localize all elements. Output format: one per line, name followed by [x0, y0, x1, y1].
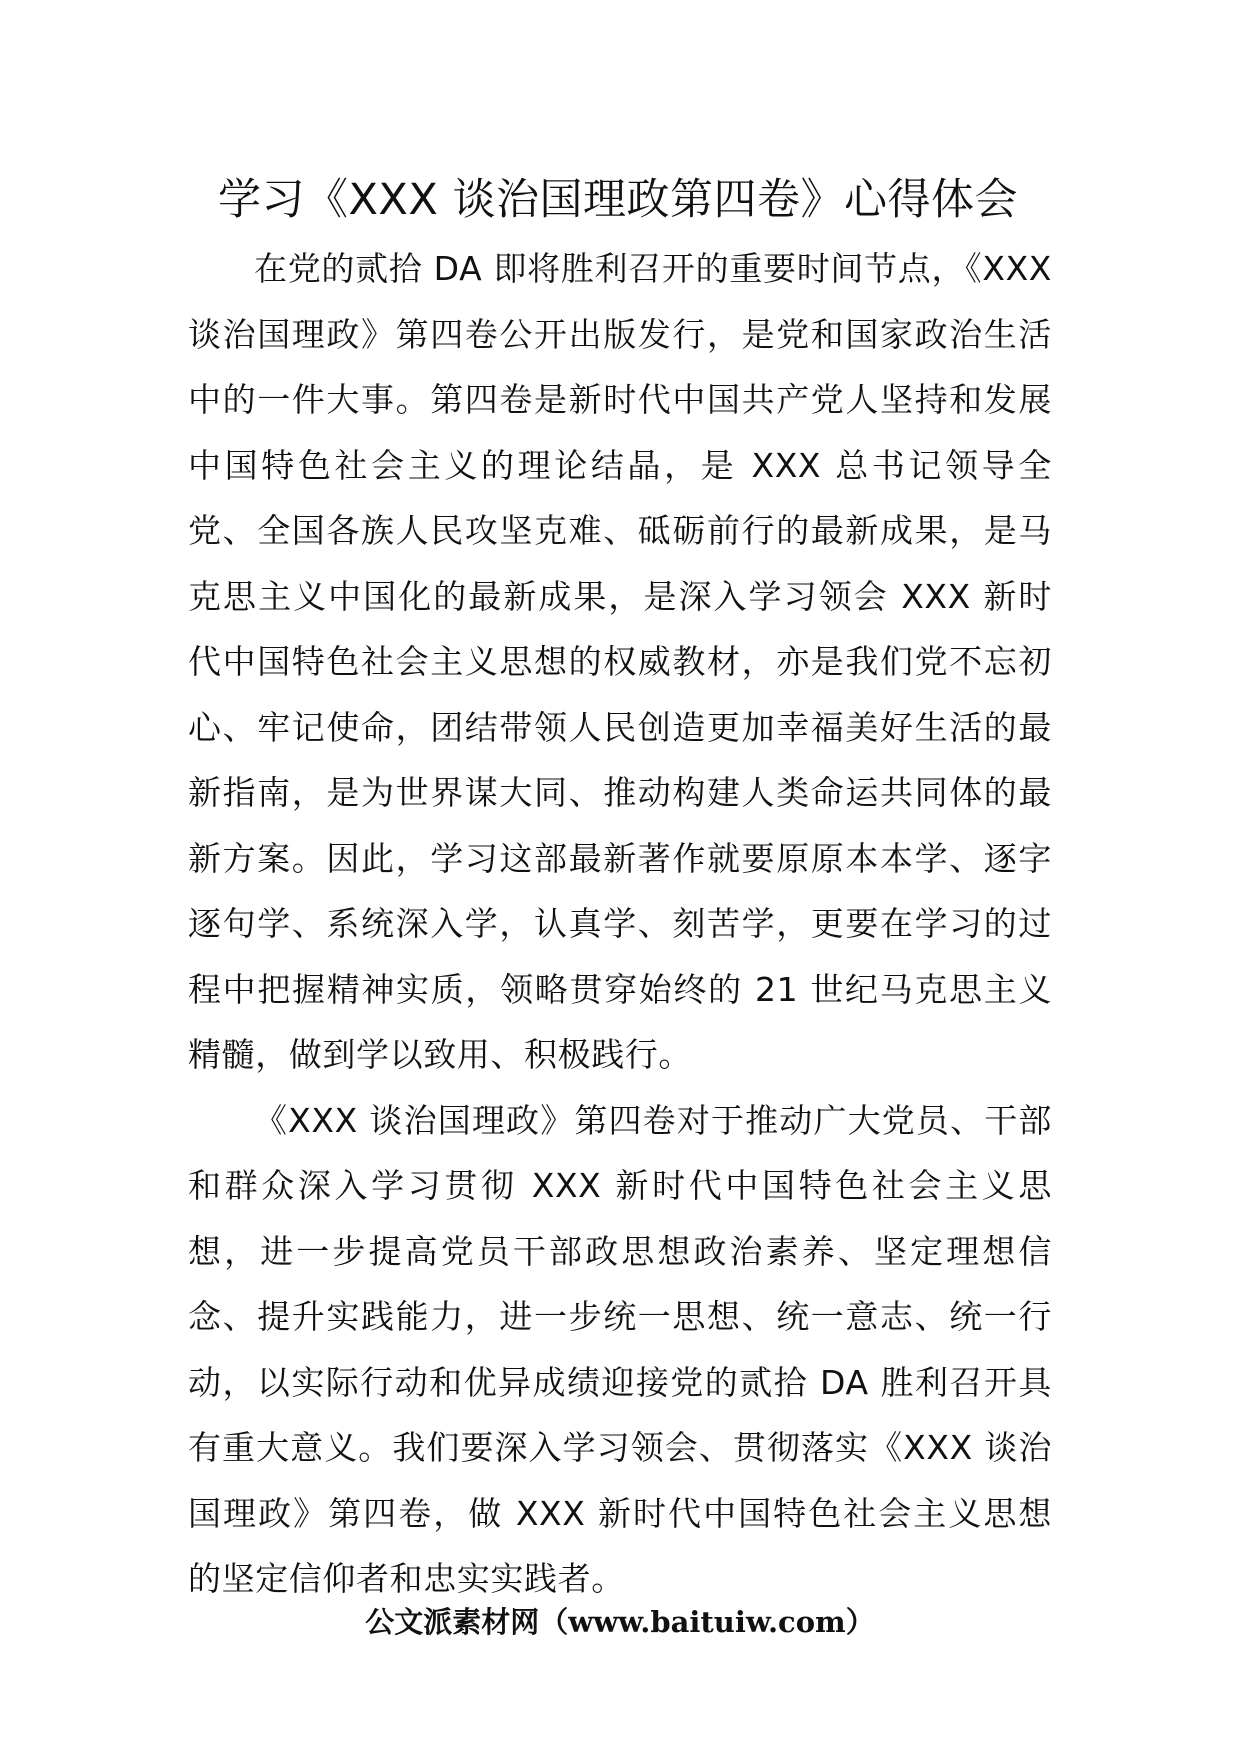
document-body	[188, 236, 1052, 1612]
document-title: 学习《XXX 谈治国理政第四卷》心得体会	[217, 175, 1019, 225]
paragraph-2: 《XXX 谈治国理政》第四卷对于推动广大党员、干部和群众深入学习贯彻 XXX 新时代中国特色社会主义思想，进一步提高党员干部政思想政治素养、坚定理想信念、提升实践能力，进一步统一思想、统一意志、统一行动，以实际行动和优异成绩迎接党的贰拾 DA 胜利召开具有重大意义。我们要深入学习领会、贯彻落实《XXX 谈治国理政》第四卷，做 XXX 新时代中国特色社会主义思想的坚定信仰者和忠实实践者。	[188, 1100, 1052, 1598]
paragraph-1: 在党的贰拾 DA 即将胜利召开的重要时间节点，《XXX 谈治国理政》第四卷公开出版发行，是党和国家政治生活中的一件大事。第四卷是新时代中国共产党人坚持和发展中国特色社会主义的理论结晶，是 XXX 总书记领导全党、全国各族人民攻坚克难、砥砺前行的最新成果，是马克思主义中国化的最新成果，是深入学习领会 XXX 新时代中国特色社会主义思想的权威教材，亦是我们党不忘初心、牢记使命，团结带领人民创造更加幸福美好生活的最新指南，是为世界谋大同、推动构建人类命运共同体的最新方案。因此，学习这部最新著作就要原原本本学、逐字逐句学、系统深入学，认真学、刻苦学，更要在学习的过程中把握精神实质，领略贯穿始终的 21 世纪马克思主义精髓，做到学以致用、积极践行。	[188, 249, 1053, 1074]
footer-source-note: 公文派素材网（www.baituiw.com）	[365, 1605, 875, 1639]
